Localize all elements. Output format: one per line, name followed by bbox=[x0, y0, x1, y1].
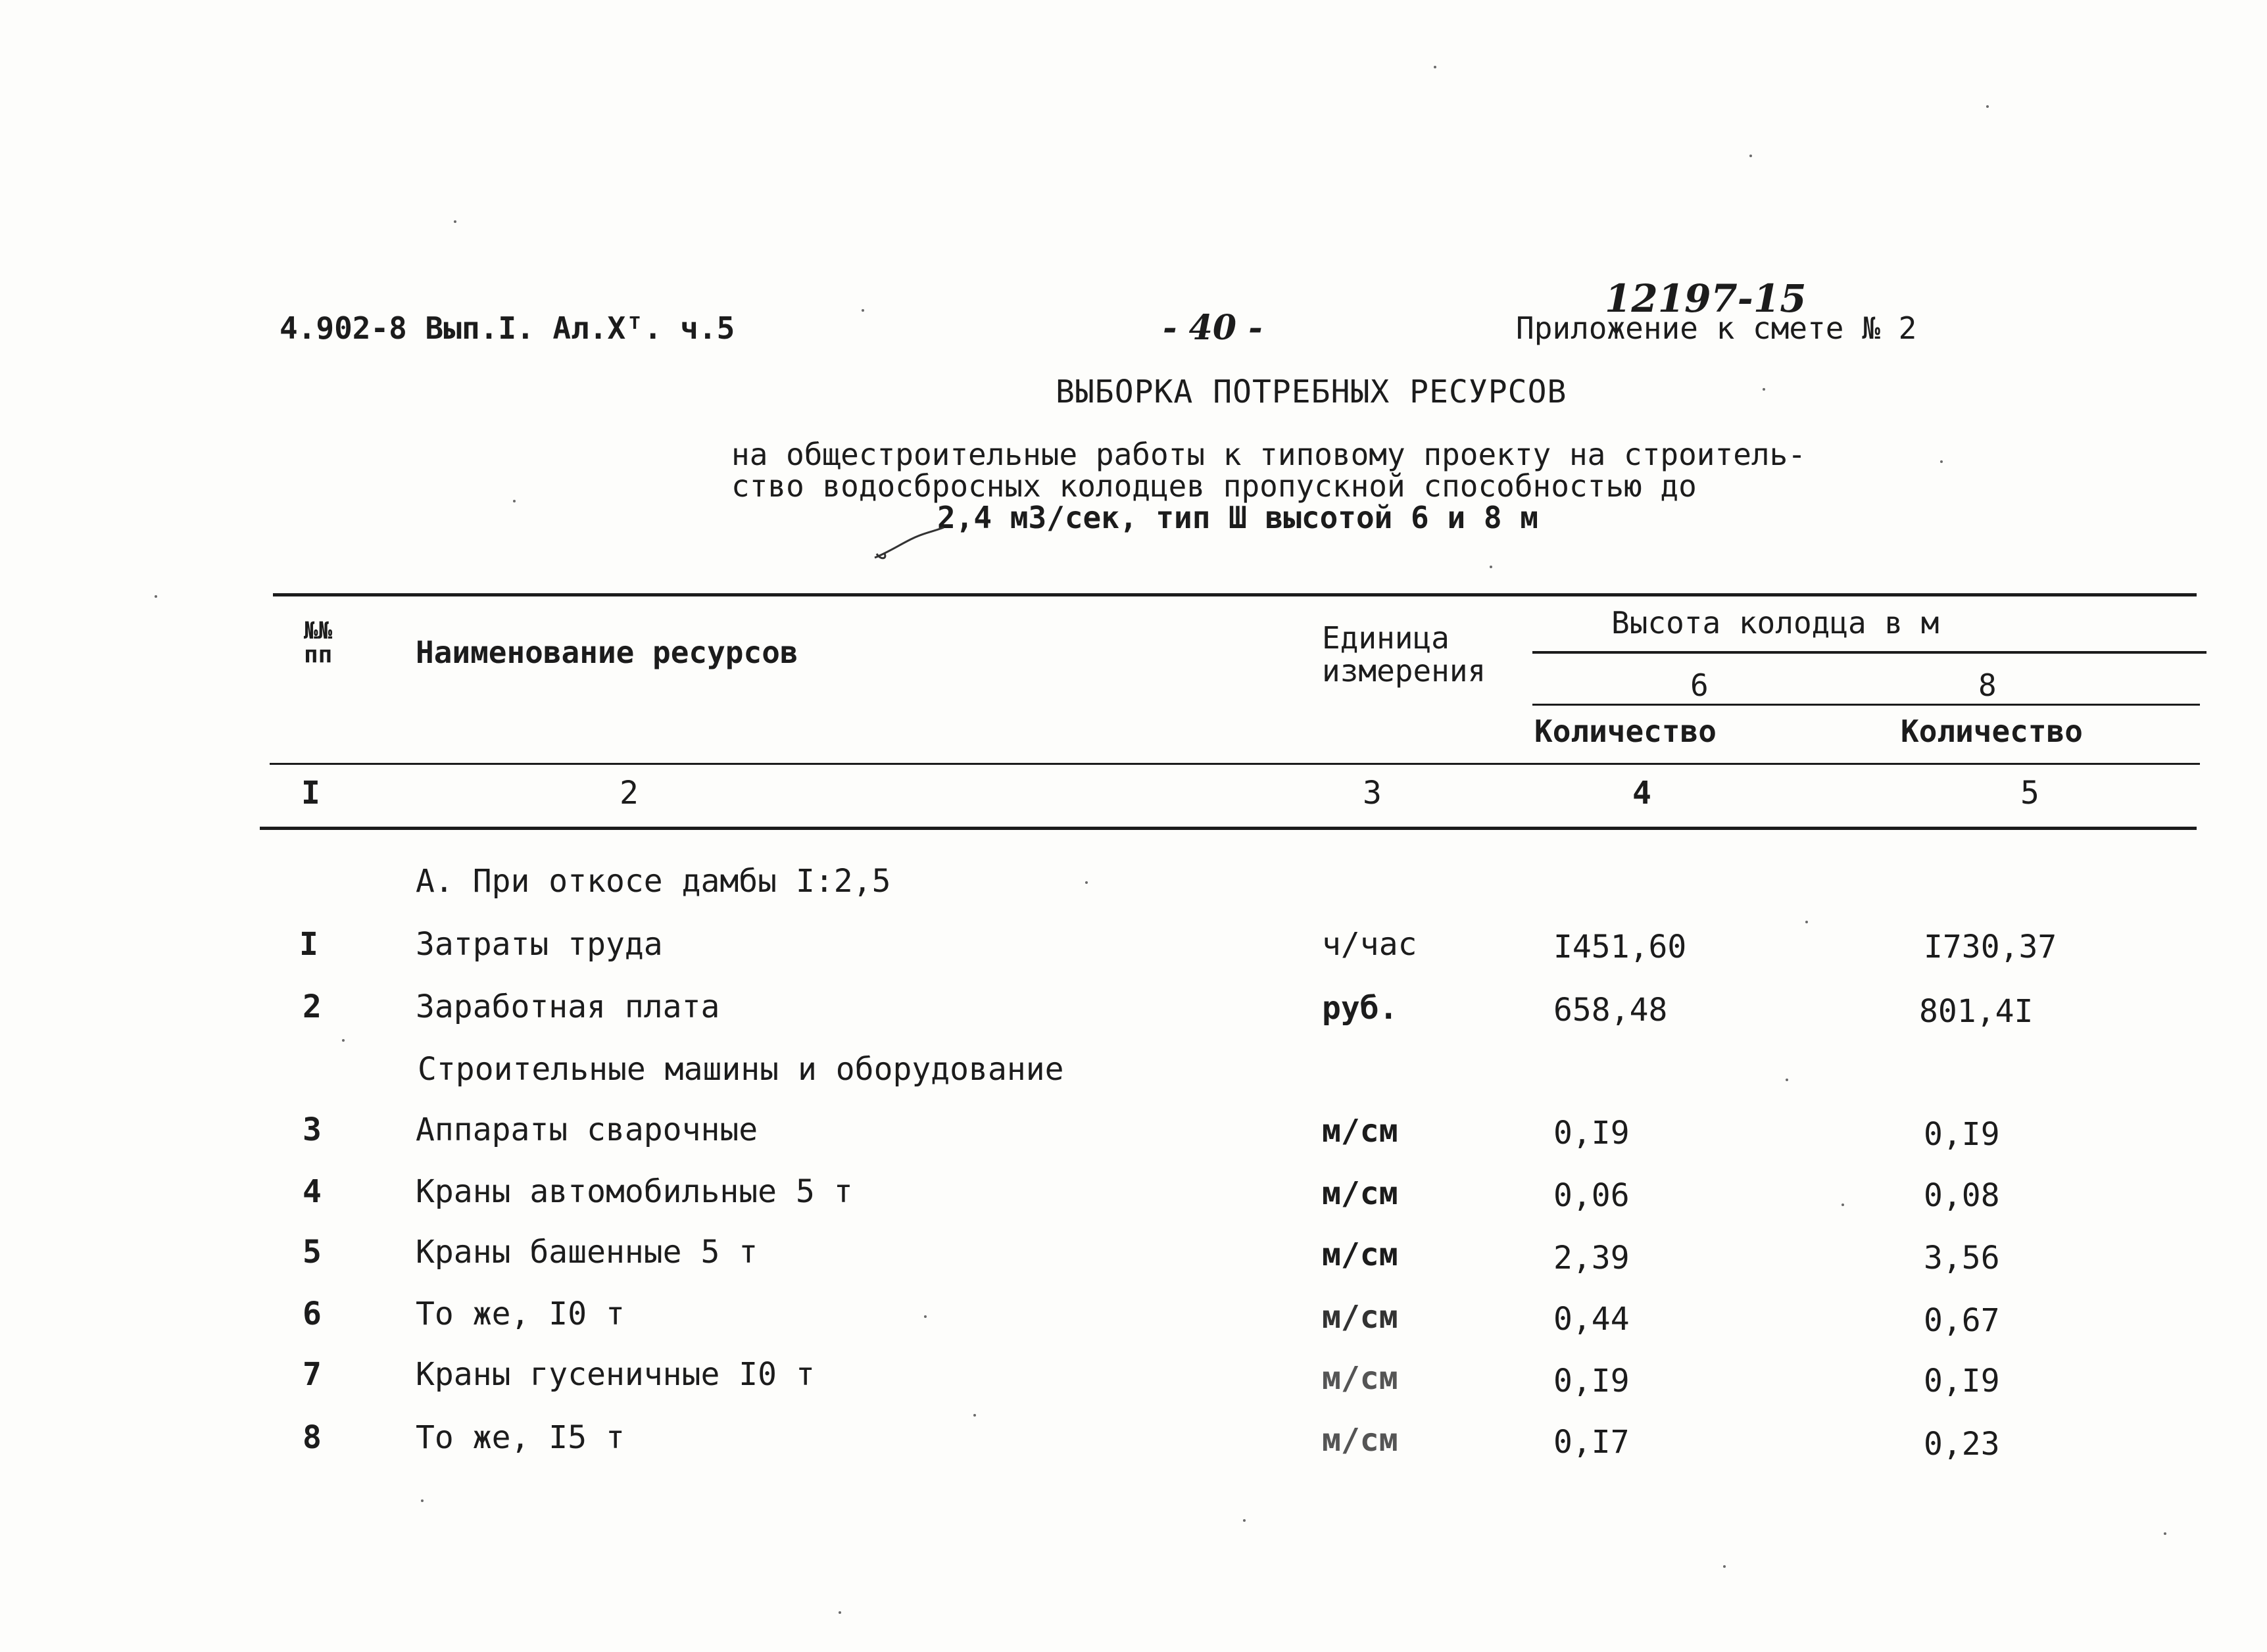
section-heading: Строительные машины и оборудование bbox=[418, 1051, 1064, 1088]
header-bottom-rule bbox=[270, 763, 2200, 765]
scan-speck bbox=[862, 309, 864, 312]
unit: м/см bbox=[1322, 1299, 1398, 1336]
quantity-h6: 0,I9 bbox=[1553, 1363, 1630, 1399]
row-number: 2 bbox=[303, 988, 322, 1025]
quantity-h8: 0,08 bbox=[1924, 1177, 2000, 1214]
resource-name: Краны автомобильные 5 т bbox=[416, 1173, 853, 1210]
page-number: - 40 - bbox=[1163, 308, 1263, 348]
column-number: 4 bbox=[1632, 775, 1651, 812]
unit: ч/час bbox=[1322, 926, 1417, 963]
quantity-h6: 0,06 bbox=[1553, 1177, 1630, 1214]
document-reference: 4.902-8 Вып.I. Ал.Хᵀ. ч.5 bbox=[280, 310, 735, 346]
pen-flourish bbox=[871, 520, 950, 566]
header-num-label: №№ пп bbox=[304, 618, 333, 668]
column-numbers-rule bbox=[260, 827, 2197, 830]
quantity-h6: 0,I7 bbox=[1553, 1424, 1630, 1461]
row-number: I bbox=[299, 926, 318, 963]
resource-name: То же, I5 т bbox=[416, 1419, 625, 1456]
handwritten-number: 12197-15 bbox=[1605, 276, 1807, 321]
subtitle-line-1: на общестроительные работы к типовому проекту на строитель- bbox=[731, 437, 1806, 472]
scan-speck bbox=[1805, 921, 1808, 923]
row-number: 7 bbox=[303, 1356, 322, 1393]
scan-speck bbox=[973, 1414, 976, 1417]
scan-speck bbox=[1786, 1079, 1788, 1081]
quantity-h8: I730,37 bbox=[1924, 929, 2057, 965]
row-number: 8 bbox=[303, 1419, 322, 1456]
row-number: 4 bbox=[303, 1173, 322, 1210]
resource-name: Краны гусеничные I0 т bbox=[416, 1356, 815, 1393]
unit: м/см bbox=[1322, 1236, 1398, 1273]
resource-name: То же, I0 т bbox=[416, 1296, 625, 1332]
scan-speck bbox=[1841, 1203, 1844, 1206]
column-number: I bbox=[301, 775, 320, 812]
quantity-h8: 3,56 bbox=[1924, 1240, 2000, 1276]
document-title: ВЫБОРКА ПОТРЕБНЫХ РЕСУРСОВ bbox=[1056, 374, 1567, 410]
scan-speck bbox=[1490, 566, 1492, 568]
subtitle-line-2: ство водосбросных колодцев пропускной способностью до bbox=[731, 468, 1697, 504]
header-qty-8: Количество bbox=[1901, 714, 2083, 749]
height-values-rule bbox=[1532, 704, 2200, 706]
quantity-h8: 0,I9 bbox=[1924, 1363, 2000, 1399]
quantity-h8: 0,23 bbox=[1924, 1426, 2000, 1463]
scan-speck bbox=[454, 220, 456, 223]
column-number: 3 bbox=[1363, 775, 1382, 812]
row-number: 5 bbox=[303, 1234, 322, 1271]
unit: м/см bbox=[1322, 1422, 1398, 1459]
column-number: 2 bbox=[620, 775, 639, 812]
scan-speck bbox=[1243, 1519, 1246, 1522]
quantity-h6: 0,44 bbox=[1553, 1301, 1630, 1338]
row-number: 6 bbox=[303, 1296, 322, 1332]
quantity-h6: I451,60 bbox=[1553, 929, 1687, 965]
resource-name: Аппараты сварочные bbox=[416, 1111, 758, 1148]
unit: м/см bbox=[1322, 1113, 1398, 1150]
unit: м/см bbox=[1322, 1360, 1398, 1397]
scan-speck bbox=[1986, 105, 1989, 108]
quantity-h8: 0,I9 bbox=[1924, 1116, 2000, 1153]
header-name-label: Наименование ресурсов bbox=[416, 635, 798, 670]
header-height-6: 6 bbox=[1690, 668, 1709, 703]
header-qty-6: Количество bbox=[1534, 714, 1717, 749]
resource-name: Затраты труда bbox=[416, 926, 663, 963]
section-heading: А. При откосе дамбы I:2,5 bbox=[416, 863, 891, 900]
scan-speck bbox=[1940, 460, 1943, 463]
unit: руб. bbox=[1322, 990, 1398, 1027]
scan-speck bbox=[421, 1499, 424, 1502]
quantity-h6: 0,I9 bbox=[1553, 1115, 1630, 1152]
height-group-rule bbox=[1532, 651, 2206, 654]
resource-name: Краны башенные 5 т bbox=[416, 1234, 758, 1271]
quantity-h6: 658,48 bbox=[1553, 992, 1668, 1029]
table-top-rule bbox=[273, 593, 2197, 596]
unit: м/см bbox=[1322, 1175, 1398, 1212]
scan-speck bbox=[1749, 155, 1752, 157]
scan-speck bbox=[155, 595, 157, 598]
quantity-h8: 801,4I bbox=[1919, 993, 2034, 1030]
scan-speck bbox=[839, 1611, 841, 1614]
column-number: 5 bbox=[2020, 775, 2039, 812]
quantity-h8: 0,67 bbox=[1924, 1302, 2000, 1339]
scan-speck bbox=[513, 500, 516, 502]
scan-speck bbox=[1723, 1565, 1726, 1568]
resource-name: Заработная плата bbox=[416, 988, 720, 1025]
quantity-h6: 2,39 bbox=[1553, 1240, 1630, 1276]
appendix-label: Приложение к смете № 2 bbox=[1516, 310, 1917, 346]
header-height-group: Высота колодца в м bbox=[1611, 605, 1939, 641]
row-number: 3 bbox=[303, 1111, 322, 1148]
scan-speck bbox=[924, 1315, 927, 1318]
scan-speck bbox=[1434, 66, 1436, 68]
header-unit-label: Единица измерения bbox=[1322, 620, 1486, 689]
header-height-8: 8 bbox=[1978, 668, 1997, 703]
scan-speck bbox=[342, 1039, 345, 1042]
scan-speck bbox=[2164, 1532, 2166, 1535]
scan-speck bbox=[1085, 881, 1088, 884]
scan-speck bbox=[1763, 388, 1765, 391]
subtitle-line-3: 2,4 м3/сек, тип Ш высотой 6 и 8 м bbox=[937, 500, 1538, 535]
